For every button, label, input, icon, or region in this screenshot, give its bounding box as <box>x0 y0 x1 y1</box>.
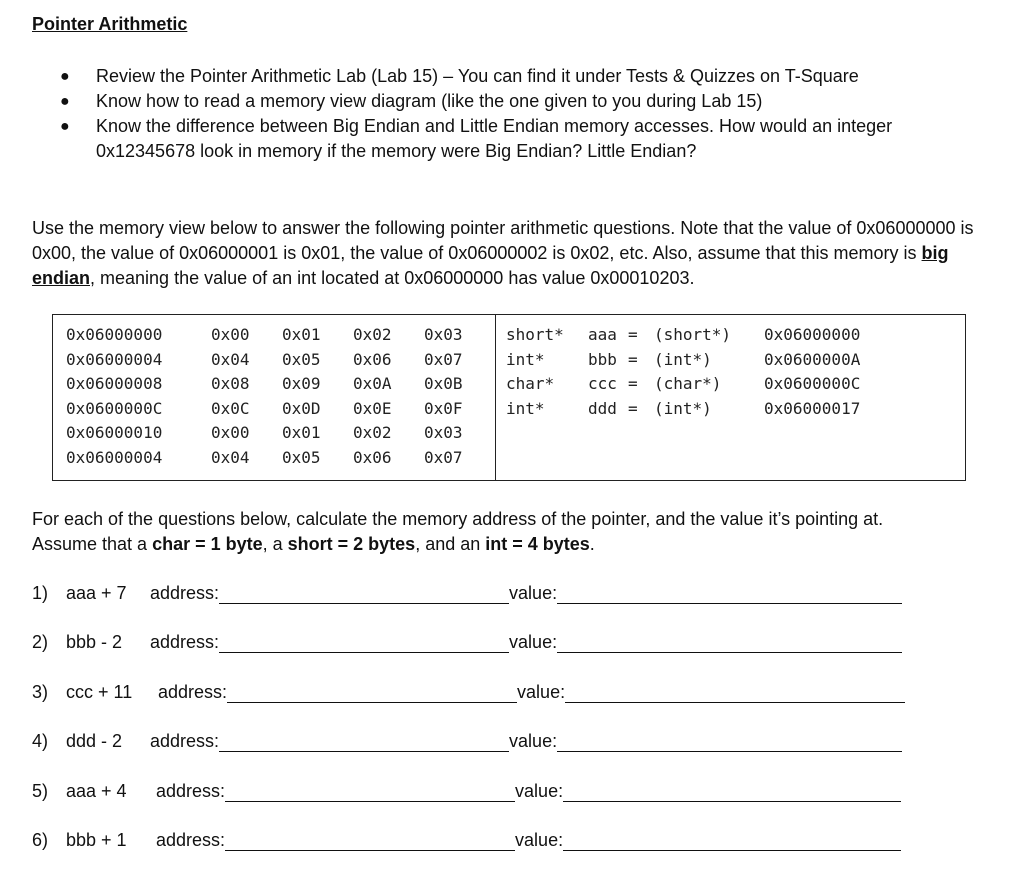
value-answer-blank[interactable] <box>563 832 901 851</box>
memory-address: 0x0600000C <box>66 398 163 418</box>
pointer-type: short* <box>506 325 564 344</box>
address-answer-blank[interactable] <box>219 634 509 653</box>
memory-row <box>53 397 495 422</box>
pointer-declarations <box>506 323 860 421</box>
bullet-text: Review the Pointer Arithmetic Lab (Lab 15) – You can find it under Tests & Quizzes on T-Square <box>96 66 859 86</box>
memory-address: 0x06000008 <box>66 374 163 393</box>
pointer-value: 0x0600000A <box>764 349 861 369</box>
question-row <box>32 778 901 802</box>
address-label: address: <box>150 583 220 603</box>
instructions-paragraph <box>32 216 992 291</box>
value-label: value: <box>509 731 558 751</box>
memory-byte: 0x00 <box>211 325 250 344</box>
memory-byte: 0x01 <box>282 325 321 344</box>
address-label: address: <box>156 781 226 801</box>
intro-line-1: For each of the questions below, calculate the memory address of the pointer, and the value it’s pointing at. <box>32 509 884 529</box>
bullet-item <box>60 89 990 114</box>
question-expression: bbb + 1 <box>66 830 127 850</box>
memory-byte: 0x09 <box>282 374 321 393</box>
memory-byte: 0x03 <box>424 325 463 344</box>
question-number: 5) <box>32 781 49 801</box>
value-answer-blank[interactable] <box>557 634 902 653</box>
memory-byte: 0x06 <box>353 349 392 369</box>
question-number: 4) <box>32 731 49 751</box>
memory-byte: 0x04 <box>211 349 250 369</box>
address-answer-blank[interactable] <box>227 684 517 703</box>
intro-text: Assume that a <box>32 534 153 554</box>
value-answer-blank[interactable] <box>565 684 905 703</box>
memory-row <box>53 372 495 397</box>
value-label: value: <box>517 682 566 702</box>
address-answer-blank[interactable] <box>219 585 509 604</box>
memory-byte: 0x05 <box>282 349 321 369</box>
memory-row <box>53 323 495 348</box>
memory-byte: 0x03 <box>424 423 463 442</box>
equals-sign: = <box>628 325 638 344</box>
question-row <box>32 629 902 653</box>
int-size: int = 4 bytes <box>485 534 590 554</box>
memory-byte: 0x06 <box>353 447 392 467</box>
bullet-item <box>60 114 990 164</box>
pointer-name: ccc <box>588 374 617 393</box>
question-number: 3) <box>32 682 49 702</box>
memory-byte: 0x08 <box>211 374 250 393</box>
memory-byte: 0x0B <box>424 374 463 393</box>
question-expression: ccc + 11 <box>66 682 133 702</box>
memory-byte: 0x0D <box>282 398 321 418</box>
memory-byte: 0x02 <box>353 423 392 442</box>
memory-table <box>53 315 496 480</box>
intro-line-2 <box>32 532 992 557</box>
pointer-value: 0x0600000C <box>764 374 861 393</box>
bullet-dot-icon: ● <box>60 118 70 135</box>
question-number: 2) <box>32 632 49 652</box>
para-text-end: , meaning the value of an int located at 0x06000000 has value 0x00010203. <box>90 268 695 288</box>
big-endian-emphasis: big endian <box>32 243 949 288</box>
bullet-dot-icon: ● <box>60 93 70 110</box>
address-answer-blank[interactable] <box>225 783 515 802</box>
pointer-name: bbb <box>588 349 617 369</box>
question-expression: aaa + 4 <box>66 781 127 801</box>
pointer-cast: (short*) <box>654 325 732 344</box>
pointer-declaration <box>506 348 860 373</box>
short-size: short = 2 bytes <box>287 534 416 554</box>
pointer-type: int* <box>506 398 545 418</box>
memory-byte: 0x0C <box>211 398 250 418</box>
address-label: address: <box>150 731 220 751</box>
pointer-declaration <box>506 397 860 422</box>
bullet-text: Know how to read a memory view diagram (like the one given to you during Lab 15) <box>96 91 763 111</box>
address-answer-blank[interactable] <box>219 733 509 752</box>
address-label: address: <box>158 682 228 702</box>
bullet-text: Know the difference between Big Endian and Little Endian memory accesses. How would an integer 0x12345678 look in memory if the memory were Big Endian? Little Endian? <box>96 116 893 161</box>
pointer-cast: (int*) <box>654 398 712 418</box>
equals-sign: = <box>628 398 638 418</box>
pointer-declaration <box>506 323 860 348</box>
question-row <box>32 728 902 752</box>
question-row <box>32 827 901 851</box>
memory-address: 0x06000004 <box>66 349 163 369</box>
memory-view-box <box>52 314 966 481</box>
pointer-name: aaa <box>588 325 617 344</box>
address-label: address: <box>150 632 220 652</box>
pointer-cast: (char*) <box>654 374 722 393</box>
intro-text: , a <box>262 534 288 554</box>
memory-address: 0x06000004 <box>66 447 163 467</box>
memory-byte: 0x00 <box>211 423 250 442</box>
value-answer-blank[interactable] <box>557 733 902 752</box>
pointer-type: char* <box>506 374 555 393</box>
memory-address: 0x06000010 <box>66 423 163 442</box>
memory-byte: 0x01 <box>282 423 321 442</box>
memory-byte: 0x07 <box>424 349 463 369</box>
memory-byte: 0x0E <box>353 398 392 418</box>
memory-byte: 0x0A <box>353 374 392 393</box>
value-label: value: <box>515 781 564 801</box>
value-label: value: <box>509 632 558 652</box>
memory-byte: 0x04 <box>211 447 250 467</box>
char-size: char = 1 byte <box>152 534 263 554</box>
value-answer-blank[interactable] <box>557 585 902 604</box>
address-answer-blank[interactable] <box>225 832 515 851</box>
bullet-item <box>60 64 990 89</box>
pointer-cast: (int*) <box>654 349 712 369</box>
question-expression: bbb - 2 <box>66 632 123 652</box>
question-expression: aaa + 7 <box>66 583 127 603</box>
value-answer-blank[interactable] <box>563 783 901 802</box>
question-row <box>32 580 902 604</box>
question-expression: ddd - 2 <box>66 731 123 751</box>
page-title: Pointer Arithmetic <box>32 14 188 34</box>
value-label: value: <box>515 830 564 850</box>
pointer-value: 0x06000000 <box>764 325 861 344</box>
bullet-dot-icon: ● <box>60 68 70 85</box>
memory-row <box>53 421 495 446</box>
memory-byte: 0x05 <box>282 447 321 467</box>
equals-sign: = <box>628 349 638 369</box>
pointer-name: ddd <box>588 398 617 418</box>
para-text: Use the memory view below to answer the following pointer arithmetic questions. Note that the value of 0x06000000 is 0x00, the value of 0x06000001 is 0x01, the value of 0x06000002 is 0x02, etc. Also, assume that this memory is <box>32 218 974 263</box>
bullet-list <box>60 64 990 164</box>
equals-sign: = <box>628 374 638 393</box>
question-row <box>32 679 905 703</box>
memory-row <box>53 348 495 373</box>
pointer-type: int* <box>506 349 545 369</box>
question-number: 1) <box>32 583 49 603</box>
question-number: 6) <box>32 830 49 850</box>
question-intro <box>32 507 992 557</box>
intro-text: , and an <box>415 534 486 554</box>
intro-text: . <box>589 534 595 554</box>
memory-byte: 0x02 <box>353 325 392 344</box>
memory-byte: 0x07 <box>424 447 463 467</box>
memory-byte: 0x0F <box>424 398 463 418</box>
value-label: value: <box>509 583 558 603</box>
pointer-value: 0x06000017 <box>764 398 861 418</box>
address-label: address: <box>156 830 226 850</box>
memory-row <box>53 446 495 471</box>
pointer-declaration <box>506 372 860 397</box>
memory-address: 0x06000000 <box>66 325 163 344</box>
